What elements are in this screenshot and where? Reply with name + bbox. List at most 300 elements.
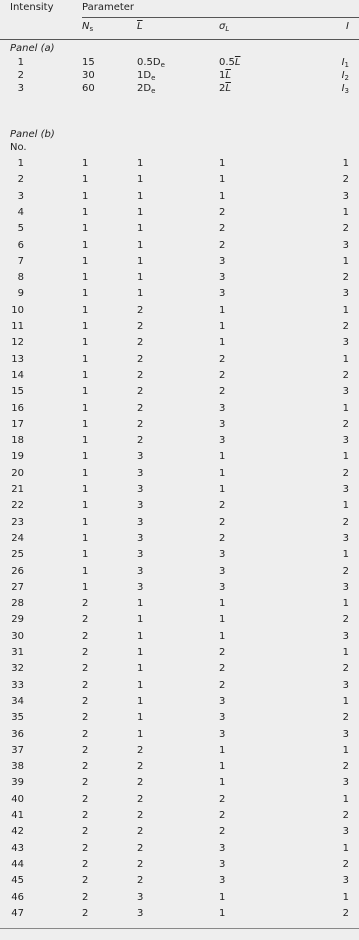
ns-cell: 1 [82, 500, 89, 512]
row-number-cell: 42 [11, 826, 24, 838]
table-row [0, 288, 359, 301]
table-row [0, 191, 359, 204]
lbar-cell [137, 83, 155, 95]
table-row [0, 174, 359, 187]
lbar-cell: 1 [137, 647, 144, 658]
table-row [0, 745, 359, 758]
table-row [0, 680, 359, 693]
i-symbol: I [341, 57, 345, 68]
i-cell: 2 [342, 663, 349, 675]
sigma-cell: 1 [219, 467, 226, 479]
ns-cell: 1 [82, 402, 89, 414]
i-cell: 2 [342, 516, 349, 528]
row-number-cell: 13 [11, 353, 24, 365]
sigma-cell: 3 [219, 695, 226, 707]
sigma-cell: 2 [219, 663, 226, 675]
sigma-lbar: $\overline{L}$ [225, 70, 231, 81]
row-number-cell: 38 [11, 761, 24, 773]
lbar-cell: 1 [137, 598, 144, 610]
sigma-factor: 2 [219, 83, 226, 94]
row-number-cell: 47 [11, 907, 24, 919]
sigma-subscript: L [225, 25, 230, 33]
ns-cell: 2 [82, 728, 89, 740]
sigma-header [219, 21, 229, 33]
i-cell: 1 [342, 695, 349, 707]
lbar-cell: 3 [137, 565, 144, 577]
ns-cell: 2 [82, 712, 89, 724]
table-row [0, 223, 359, 236]
table-row [0, 321, 359, 334]
ns-cell: 30 [82, 70, 95, 81]
intensity-cell: 1 [17, 57, 24, 68]
table-row [0, 582, 359, 595]
panel-a-label: Panel (a) [10, 43, 55, 54]
i-cell: 3 [342, 630, 349, 642]
row-number-cell: 3 [17, 190, 24, 202]
sigma-cell: 2 [219, 532, 226, 544]
ns-cell: 2 [82, 907, 89, 919]
i-cell: 2 [342, 761, 349, 773]
i-cell: 2 [342, 810, 349, 821]
ns-cell: 1 [82, 158, 89, 169]
row-number-cell: 41 [11, 810, 24, 821]
lbar-cell: 3 [137, 451, 144, 463]
i-cell: 1 [342, 158, 349, 169]
sigma-cell: 3 [219, 549, 226, 561]
table-row [0, 240, 359, 253]
lbar-cell: 1 [137, 255, 144, 267]
row-number-cell: 25 [11, 549, 24, 561]
table-row [0, 272, 359, 285]
sigma-cell: 2 [219, 386, 226, 398]
sigma-cell: 1 [219, 598, 226, 610]
row-number-cell: 44 [11, 858, 24, 870]
i-cell: 1 [342, 500, 349, 512]
row-number-cell: 1 [17, 158, 24, 169]
i-cell: 1 [342, 842, 349, 854]
sigma-cell: 3 [219, 435, 226, 447]
sigma-cell: 1 [219, 614, 226, 626]
i-cell: 3 [342, 875, 349, 887]
sigma-cell: 2 [219, 206, 226, 218]
lbar-header: $\overline{L}$ [137, 21, 143, 32]
table-row [0, 500, 359, 513]
i-cell: 2 [342, 614, 349, 626]
table-header-row [0, 0, 359, 17]
ns-cell: 2 [82, 614, 89, 626]
sigma-cell: 2 [219, 353, 226, 365]
lbar-cell: 1 [137, 174, 144, 186]
lbar-cell: 3 [137, 516, 144, 528]
lbar-value: 1D [137, 70, 152, 81]
sigma-cell: 2 [219, 239, 226, 251]
sigma-cell: 1 [219, 630, 226, 642]
table-row [0, 533, 359, 546]
table-row [0, 647, 359, 660]
ns-cell: 2 [82, 630, 89, 642]
row-number-cell: 15 [11, 386, 24, 398]
sigma-cell: 2 [219, 810, 226, 821]
ns-cell: 1 [82, 369, 89, 381]
ns-cell: 1 [82, 435, 89, 447]
table-row [0, 566, 359, 579]
ns-cell: 1 [82, 451, 89, 463]
lbar-cell: 3 [137, 907, 144, 919]
table-row [0, 419, 359, 432]
sigma-cell: 3 [219, 581, 226, 593]
i-cell: 1 [342, 598, 349, 610]
lbar-cell [137, 70, 155, 82]
lbar-cell: 3 [137, 891, 144, 903]
i-cell: 1 [342, 451, 349, 463]
row-number-cell: 36 [11, 728, 24, 740]
lbar-cell: 2 [137, 875, 144, 887]
row-number-cell: 17 [11, 418, 24, 430]
i-cell: 3 [342, 679, 349, 691]
sigma-symbol: σ [219, 21, 226, 32]
sigma-cell: 3 [219, 565, 226, 577]
intensity-cell: 2 [17, 70, 24, 81]
header-rule [0, 39, 359, 40]
sigma-factor: 1 [219, 70, 226, 81]
i-header: I [346, 21, 349, 32]
ns-cell: 1 [82, 337, 89, 349]
lbar-cell: 1 [137, 158, 144, 169]
lbar-cell: 1 [137, 239, 144, 251]
i-cell: 2 [342, 858, 349, 870]
sigma-cell: 1 [219, 777, 226, 789]
row-number-cell: 35 [11, 712, 24, 724]
sigma-cell: 1 [219, 891, 226, 903]
lbar-cell: 3 [137, 532, 144, 544]
lbar-cell: 1 [137, 223, 144, 235]
table-row [0, 158, 359, 171]
i-subscript: 1 [344, 61, 349, 69]
table-row [0, 631, 359, 644]
table-row [0, 403, 359, 416]
ns-cell: 1 [82, 255, 89, 267]
row-number-cell: 20 [11, 467, 24, 479]
ns-cell: 1 [82, 272, 89, 284]
sigma-cell: 2 [219, 223, 226, 235]
table-row [0, 810, 359, 823]
row-number-cell: 31 [11, 647, 24, 658]
i-cell: 2 [342, 565, 349, 577]
table-row [0, 794, 359, 807]
lbar-cell: 2 [137, 337, 144, 349]
ns-cell: 2 [82, 875, 89, 887]
i-cell: 2 [342, 321, 349, 332]
i-cell: 3 [342, 484, 349, 495]
sigma-cell: 3 [219, 272, 226, 284]
intensity-header: Intensity [10, 2, 54, 13]
lbar-cell: 2 [137, 858, 144, 870]
row-number-cell: 37 [11, 744, 24, 756]
i-cell: 3 [342, 288, 349, 300]
row-number-cell: 33 [11, 679, 24, 691]
i-cell: 3 [342, 386, 349, 398]
table-row [0, 207, 359, 220]
sigma-cell: 2 [219, 500, 226, 512]
table-row [0, 484, 359, 497]
sigma-cell: 3 [219, 255, 226, 267]
table-row [0, 696, 359, 709]
ns-cell: 1 [82, 239, 89, 251]
ns-cell: 2 [82, 777, 89, 789]
sigma-lbar: $\overline{L}$ [234, 57, 241, 68]
table-row [0, 875, 359, 888]
symbol-header-row [0, 20, 359, 37]
sigma-cell: 2 [219, 369, 226, 381]
i-cell: 1 [342, 549, 349, 561]
lbar-cell: 1 [137, 663, 144, 675]
table-row [0, 777, 359, 790]
sigma-cell: 1 [219, 484, 226, 495]
ns-cell: 2 [82, 598, 89, 610]
row-number-cell: 39 [11, 777, 24, 789]
sigma-cell [219, 70, 231, 81]
row-number-cell: 30 [11, 630, 24, 642]
row-number-cell: 8 [17, 272, 24, 284]
i-cell [342, 57, 349, 69]
table-row [0, 354, 359, 367]
i-cell: 2 [342, 467, 349, 479]
i-cell: 1 [342, 793, 349, 805]
i-cell: 1 [342, 402, 349, 414]
table-row [0, 908, 359, 921]
ns-cell: 1 [82, 581, 89, 593]
sigma-cell: 2 [219, 679, 226, 691]
table-row [0, 517, 359, 530]
ns-cell: 2 [82, 663, 89, 675]
i-cell: 3 [342, 190, 349, 202]
i-cell: 3 [342, 777, 349, 789]
i-cell: 3 [342, 532, 349, 544]
row-number-cell: 34 [11, 695, 24, 707]
i-cell: 3 [342, 239, 349, 251]
lbar-cell: 2 [137, 386, 144, 398]
no-column-label: No. [10, 142, 27, 153]
lbar-cell: 1 [137, 288, 144, 300]
sigma-cell: 2 [219, 647, 226, 658]
lbar-cell: 2 [137, 842, 144, 854]
lbar-cell: 1 [137, 630, 144, 642]
table-bottom-rule [0, 928, 359, 929]
row-number-cell: 11 [11, 321, 24, 332]
ns-cell: 2 [82, 647, 89, 658]
row-number-cell: 18 [11, 435, 24, 447]
row-number-cell: 32 [11, 663, 24, 675]
lbar-cell: 2 [137, 418, 144, 430]
table-row [0, 256, 359, 269]
ns-cell: 1 [82, 549, 89, 561]
row-number-cell: 23 [11, 516, 24, 528]
i-cell: 2 [342, 907, 349, 919]
sigma-cell: 3 [219, 402, 226, 414]
sigma-lbar: $\overline{L}$ [225, 83, 231, 94]
i-cell: 3 [342, 581, 349, 593]
lbar-cell: 1 [137, 272, 144, 284]
i-cell: 1 [342, 647, 349, 658]
ns-cell: 1 [82, 516, 89, 528]
i-cell [342, 70, 349, 82]
ns-cell: 2 [82, 793, 89, 805]
i-cell: 1 [342, 891, 349, 903]
ns-cell: 1 [82, 304, 89, 316]
ns-cell: 1 [82, 418, 89, 430]
table-row [0, 57, 359, 70]
lbar-cell: 1 [137, 728, 144, 740]
row-number-cell: 27 [11, 581, 24, 593]
row-number-cell: 6 [17, 239, 24, 251]
lbar-cell: 2 [137, 777, 144, 789]
ns-cell: 1 [82, 565, 89, 577]
sigma-cell: 1 [219, 174, 226, 186]
lbar-cell: 2 [137, 810, 144, 821]
i-cell: 1 [342, 744, 349, 756]
ns-cell: 1 [82, 174, 89, 186]
lbar-subscript: e [151, 74, 156, 82]
parameter-header-rule [82, 17, 359, 18]
lbar-subscript: e [151, 87, 156, 95]
table-row [0, 305, 359, 318]
ns-cell: 1 [82, 484, 89, 495]
lbar-value: 0.5D [137, 57, 161, 68]
i-subscript: 2 [344, 74, 349, 82]
row-number-cell: 19 [11, 451, 24, 463]
ns-cell: 1 [82, 532, 89, 544]
i-cell: 1 [342, 353, 349, 365]
i-symbol: I [341, 70, 345, 81]
lbar-subscript: e [160, 61, 165, 69]
table-row [0, 337, 359, 350]
i-cell: 2 [342, 369, 349, 381]
sigma-cell: 1 [219, 744, 226, 756]
ns-symbol: N [82, 21, 90, 32]
row-number-cell: 22 [11, 500, 24, 512]
i-cell: 1 [342, 304, 349, 316]
lbar-cell: 2 [137, 353, 144, 365]
lbar-cell: 3 [137, 500, 144, 512]
i-cell: 3 [342, 826, 349, 838]
panel-b-label: Panel (b) [10, 129, 55, 140]
sigma-cell [219, 57, 240, 68]
ns-cell: 2 [82, 858, 89, 870]
parameter-header: Parameter [82, 2, 135, 13]
sigma-cell: 1 [219, 190, 226, 202]
ns-cell: 1 [82, 206, 89, 218]
table-row [0, 712, 359, 725]
ns-cell: 2 [82, 891, 89, 903]
row-number-cell: 21 [11, 484, 24, 495]
sigma-cell: 3 [219, 728, 226, 740]
row-number-cell: 9 [17, 288, 24, 300]
sigma-cell: 3 [219, 712, 226, 724]
ns-cell: 1 [82, 386, 89, 398]
ns-cell: 15 [82, 57, 95, 68]
sigma-cell: 1 [219, 907, 226, 919]
sigma-factor: 0.5 [219, 57, 235, 68]
row-number-cell: 40 [11, 793, 24, 805]
table-row [0, 70, 359, 83]
i-subscript: 3 [344, 87, 349, 95]
i-cell: 2 [342, 418, 349, 430]
lbar-cell: 2 [137, 761, 144, 773]
row-number-cell: 10 [11, 304, 24, 316]
ns-cell: 2 [82, 810, 89, 821]
lbar-cell: 2 [137, 744, 144, 756]
ns-cell: 1 [82, 288, 89, 300]
ns-cell: 1 [82, 467, 89, 479]
sigma-cell: 3 [219, 842, 226, 854]
lbar-cell: 3 [137, 581, 144, 593]
ns-cell: 1 [82, 223, 89, 235]
lbar-cell: 2 [137, 793, 144, 805]
lbar-cell: 3 [137, 549, 144, 561]
sigma-cell: 3 [219, 288, 226, 300]
ns-cell: 2 [82, 744, 89, 756]
sigma-cell: 2 [219, 826, 226, 838]
ns-cell: 2 [82, 826, 89, 838]
i-cell: 1 [342, 206, 349, 218]
ns-subscript: s [89, 25, 94, 33]
sigma-cell: 2 [219, 793, 226, 805]
ns-cell: 1 [82, 321, 89, 332]
lbar-cell [137, 57, 165, 69]
i-cell: 2 [342, 223, 349, 235]
lbar-cell: 2 [137, 369, 144, 381]
table-row [0, 451, 359, 464]
table-row [0, 843, 359, 856]
table-row [0, 435, 359, 448]
row-number-cell: 2 [17, 174, 24, 186]
sigma-cell [219, 83, 231, 94]
lbar-cell: 2 [137, 304, 144, 316]
lbar-cell: 2 [137, 321, 144, 332]
lbar-cell: 2 [137, 402, 144, 414]
row-number-cell: 26 [11, 565, 24, 577]
table-row [0, 370, 359, 383]
table-row [0, 598, 359, 611]
row-number-cell: 43 [11, 842, 24, 854]
i-cell: 3 [342, 435, 349, 447]
row-number-cell: 12 [11, 337, 24, 349]
i-cell [342, 83, 349, 95]
table-row [0, 468, 359, 481]
ns-cell: 1 [82, 190, 89, 202]
lbar-cell: 3 [137, 467, 144, 479]
sigma-cell: 1 [219, 158, 226, 169]
lbar-cell: 2 [137, 826, 144, 838]
lbar-cell: 2 [137, 435, 144, 447]
ns-cell: 2 [82, 842, 89, 854]
table-row [0, 549, 359, 562]
i-cell: 3 [342, 337, 349, 349]
ns-cell: 2 [82, 679, 89, 691]
lbar-cell: 1 [137, 679, 144, 691]
lbar-cell: 1 [137, 190, 144, 202]
row-number-cell: 45 [11, 875, 24, 887]
lbar-cell: 1 [137, 614, 144, 626]
row-number-cell: 24 [11, 532, 24, 544]
row-number-cell: 5 [17, 223, 24, 235]
intensity-cell: 3 [17, 83, 24, 94]
table-row [0, 663, 359, 676]
table-row [0, 761, 359, 774]
lbar-cell: 1 [137, 695, 144, 707]
i-cell: 3 [342, 728, 349, 740]
i-cell: 2 [342, 712, 349, 724]
